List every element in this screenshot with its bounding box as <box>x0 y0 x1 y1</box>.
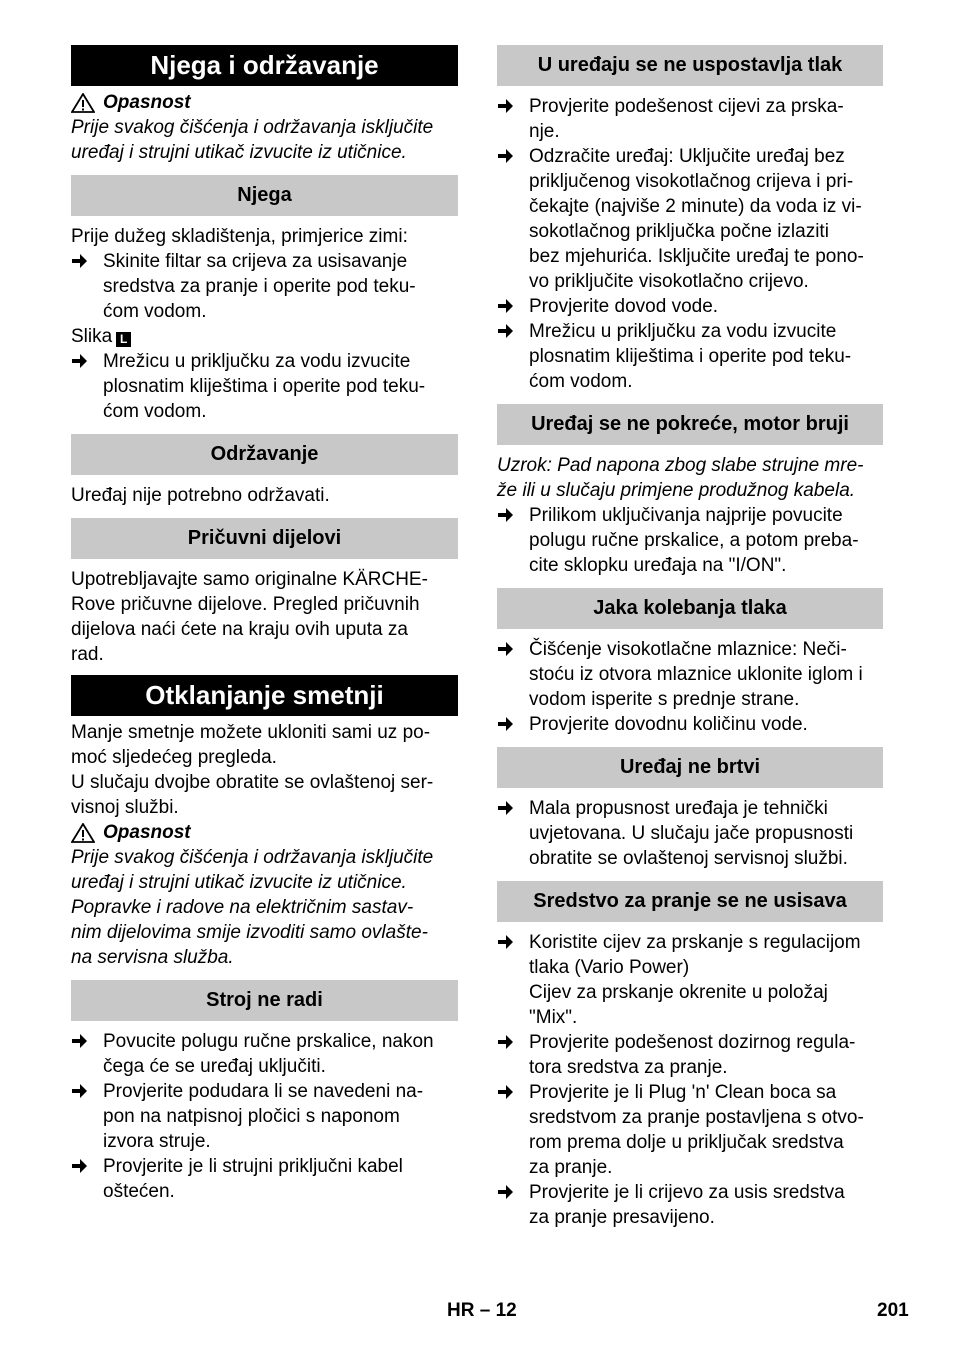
cause-line: Uzrok: Pad napona zbog slabe strujne mre- <box>497 455 864 476</box>
heading-care-maintenance: Njega i održavanje <box>71 45 458 86</box>
bullet-line: rom prema dolje u priključak sredstva <box>529 1132 844 1153</box>
bullet-line: čekajte (najviše 2 minute) da voda iz vi- <box>529 196 862 217</box>
bullet-line: Prilikom uključivanja najprije povucite <box>529 505 843 526</box>
bullet-item <box>71 1079 458 1154</box>
warning-text-line: uređaj i strujni utikač izvucite iz utičnice. <box>71 872 407 893</box>
bullet-line: sredstva za pranje i operite pod teku- <box>103 276 416 297</box>
heading-detergent-not-sucked: Sredstvo za pranje se ne usisava <box>497 881 883 922</box>
arrow-right-icon <box>497 144 529 294</box>
warning-text-line: nim dijelovima smije izvoditi samo ovlašte- <box>71 922 428 943</box>
warning-triangle-icon <box>71 823 95 843</box>
njega-intro: Prije dužeg skladištenja, primjerice zimi: <box>71 226 408 247</box>
figure-letter-icon: L <box>116 332 131 347</box>
arrow-right-icon <box>497 930 529 1030</box>
footer-section-code: HR – 12 <box>447 1300 517 1321</box>
bullet-line: uvjetovana. U slučaju jače propusnosti <box>529 823 854 844</box>
bullet-line: Provjerite dovod vode. <box>529 296 719 317</box>
warning-text-line: Prije svakog čišćenja i održavanja isključite <box>71 847 434 868</box>
bullet-item <box>497 503 883 578</box>
bullet-line: Odzračite uređaj: Uključite uređaj bez <box>529 146 845 167</box>
bullet-line: čega će se uređaj uključiti. <box>103 1056 326 1077</box>
warning-label-text: Opasnost <box>103 92 191 113</box>
warning-triangle-icon <box>71 93 95 113</box>
bullet-item <box>497 1030 883 1080</box>
heading-odrzavanje: Održavanje <box>71 434 458 475</box>
bullet-item <box>71 349 458 424</box>
arrow-right-icon <box>497 712 529 737</box>
arrow-right-icon <box>497 1180 529 1230</box>
bullet-item <box>497 712 883 737</box>
bullet-line: Koristite cijev za prskanje s regulacijom <box>529 932 861 953</box>
footer-page-number: 201 <box>877 1300 909 1321</box>
paragraph-line: dijelova naći ćete na kraju ovih uputa za <box>71 619 408 640</box>
arrow-right-icon <box>71 1029 103 1079</box>
bullet-line: ćom vodom. <box>529 371 633 392</box>
bullet-item <box>497 930 883 1030</box>
arrow-right-icon <box>497 1080 529 1180</box>
heading-njega: Njega <box>71 175 458 216</box>
bullet-line: polugu ručne prskalice, a potom preba- <box>529 530 859 551</box>
warning-text-line: uređaj i strujni utikač izvucite iz utičnice. <box>71 142 407 163</box>
arrow-right-icon <box>497 319 529 394</box>
bullet-item <box>497 319 883 394</box>
bullet-line: Mala propusnost uređaja je tehnički <box>529 798 828 819</box>
arrow-right-icon <box>497 94 529 144</box>
bullet-line: oštećen. <box>103 1181 175 1202</box>
figure-label: Slika <box>71 326 113 347</box>
paragraph-line: rad. <box>71 644 104 665</box>
warning-text-line: na servisna služba. <box>71 947 234 968</box>
warning-label-text: Opasnost <box>103 822 191 843</box>
bullet-line: Provjerite je li crijevo za usis sredstva <box>529 1182 845 1203</box>
right-column <box>497 45 883 1230</box>
arrow-right-icon <box>497 796 529 871</box>
paragraph-line: moć sljedećeg pregleda. <box>71 747 277 768</box>
odrzavanje-text: Uređaj nije potrebno održavati. <box>71 485 330 506</box>
bullet-line: Čišćenje visokotlačne mlaznice: Neči- <box>529 639 847 660</box>
bullet-line: cite sklopku uređaja na "I/ON". <box>529 555 787 576</box>
arrow-right-icon <box>71 1079 103 1154</box>
arrow-right-icon <box>71 249 103 324</box>
bullet-line: ćom vodom. <box>103 301 207 322</box>
bullet-line: Skinite filtar sa crijeva za usisavanje <box>103 251 408 272</box>
heading-troubleshooting: Otklanjanje smetnji <box>71 675 458 716</box>
bullet-line: ćom vodom. <box>103 401 207 422</box>
bullet-item <box>71 1029 458 1079</box>
bullet-item <box>71 249 458 324</box>
bullet-line: plosnatim kliještima i operite pod teku- <box>103 376 426 397</box>
arrow-right-icon <box>71 349 103 424</box>
bullet-item <box>497 796 883 871</box>
heading-device-leaks: Uređaj ne brtvi <box>497 747 883 788</box>
bullet-item <box>497 144 883 294</box>
arrow-right-icon <box>497 503 529 578</box>
heading-motor-hums: Uređaj se ne pokreće, motor bruji <box>497 404 883 445</box>
warning-text-line: Prije svakog čišćenja i održavanja isključite <box>71 117 434 138</box>
bullet-line: sokotlačnog priključka počne izlaziti <box>529 221 829 242</box>
bullet-line: nje. <box>529 121 560 142</box>
bullet-line: Povucite polugu ručne prskalice, nakon <box>103 1031 434 1052</box>
bullet-item <box>497 94 883 144</box>
bullet-line: Provjerite je li Plug 'n' Clean boca sa <box>529 1082 837 1103</box>
paragraph-line: Upotrebljavajte samo originalne KÄRCHE- <box>71 569 428 590</box>
paragraph-line: Manje smetnje možete ukloniti sami uz po- <box>71 722 431 743</box>
bullet-line: za pranje presavijeno. <box>529 1207 715 1228</box>
bullet-line: pon na natpisnoj pločici s naponom <box>103 1106 400 1127</box>
arrow-right-icon <box>71 1154 103 1204</box>
bullet-line: Provjerite je li strujni priključni kabel <box>103 1156 403 1177</box>
paragraph-line: U slučaju dvojbe obratite se ovlaštenoj ser- <box>71 772 434 793</box>
bullet-line: plosnatim kliještima i operite pod teku- <box>529 346 852 367</box>
bullet-item <box>497 1180 883 1230</box>
bullet-item <box>497 294 883 319</box>
bullet-item <box>497 637 883 712</box>
cause-line: že ili u slučaju primjene produžnog kabela. <box>497 480 856 501</box>
bullet-line: bez mjehurića. Isključite uređaj te pono- <box>529 246 864 267</box>
arrow-right-icon <box>497 1030 529 1080</box>
warning-label <box>71 90 458 115</box>
bullet-line: priključenog visokotlačnog crijeva i pri- <box>529 171 854 192</box>
warning-label <box>71 820 458 845</box>
bullet-line: Provjerite podešenost cijevi za prska- <box>529 96 844 117</box>
bullet-line: Provjerite podešenost dozirnog regula- <box>529 1032 856 1053</box>
bullet-line: za pranje. <box>529 1157 613 1178</box>
bullet-line: vo priključite visokotlačno crijevo. <box>529 271 809 292</box>
bullet-item <box>497 1080 883 1180</box>
paragraph-line: Rove pričuvne dijelove. Pregled pričuvnih <box>71 594 420 615</box>
bullet-line: Mrežicu u priključku za vodu izvucite <box>103 351 411 372</box>
bullet-item <box>71 1154 458 1204</box>
paragraph-line: visnoj službi. <box>71 797 179 818</box>
bullet-line: Mrežicu u priključku za vodu izvucite <box>529 321 837 342</box>
bullet-line: obratite se ovlaštenoj servisnoj službi. <box>529 848 848 869</box>
bullet-line: vodom isperite s prednje strane. <box>529 689 800 710</box>
arrow-right-icon <box>497 294 529 319</box>
arrow-right-icon <box>497 637 529 712</box>
heading-no-pressure: U uređaju se ne uspostavlja tlak <box>497 45 883 86</box>
left-column <box>71 45 458 1204</box>
bullet-line: tora sredstva za pranje. <box>529 1057 728 1078</box>
bullet-line: sredstvom za pranje postavljena s otvo- <box>529 1107 864 1128</box>
bullet-line: Provjerite podudara li se navedeni na- <box>103 1081 424 1102</box>
bullet-line: Cijev za prskanje okrenite u položaj <box>529 982 828 1003</box>
figure-reference <box>71 324 458 349</box>
heading-pricuvni-dijelovi: Pričuvni dijelovi <box>71 518 458 559</box>
heading-pressure-fluctuations: Jaka kolebanja tlaka <box>497 588 883 629</box>
heading-stroj-ne-radi: Stroj ne radi <box>71 980 458 1021</box>
bullet-line: stoću iz otvora mlaznice uklonite iglom i <box>529 664 863 685</box>
bullet-line: izvora struje. <box>103 1131 211 1152</box>
bullet-line: tlaka (Vario Power) <box>529 957 690 978</box>
warning-text-line: Popravke i radove na električnim sastav- <box>71 897 414 918</box>
bullet-line: "Mix". <box>529 1007 578 1028</box>
bullet-line: Provjerite dovodnu količinu vode. <box>529 714 808 735</box>
